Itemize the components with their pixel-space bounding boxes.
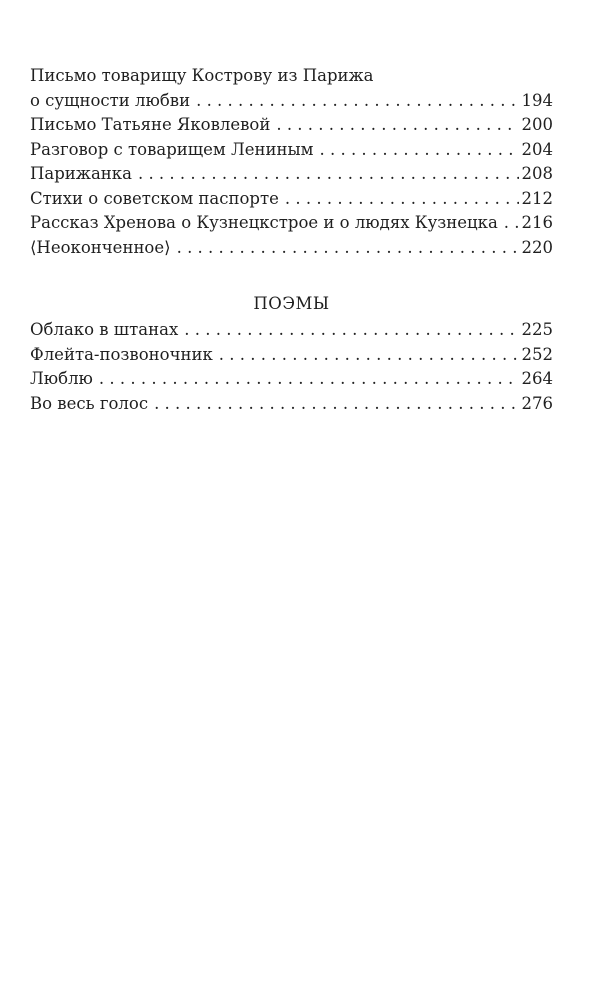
toc-title: Флейта-позвоночник — [30, 344, 213, 364]
toc-title: ⟨Неоконченное⟩ — [30, 237, 171, 257]
section-heading: ПОЭМЫ — [253, 294, 330, 313]
toc-page-number: 264 — [521, 369, 553, 388]
toc-title: Письмо товарищу Кострову из Парижа — [30, 66, 374, 85]
toc-entry-oblako — [30, 318, 553, 343]
toc-title: Письмо Татьяне Яковлевой — [30, 115, 271, 134]
dot-leader — [99, 367, 519, 392]
toc-entry-kostrov — [30, 64, 553, 113]
toc-entry-yakovleva — [30, 113, 553, 138]
table-of-contents — [30, 64, 553, 416]
toc-page-number: 220 — [521, 237, 553, 257]
toc-page-number: 252 — [521, 344, 553, 364]
toc-entry-neokonchennoe — [30, 236, 553, 261]
toc-page-number: 276 — [521, 393, 553, 413]
toc-entry-lyublyu — [30, 367, 553, 392]
toc-title: Разговор с товарищем Лениным — [30, 139, 314, 159]
dot-leader — [285, 187, 519, 212]
dot-leader — [219, 343, 519, 368]
toc-page-number: 208 — [521, 164, 553, 183]
dot-leader — [504, 211, 519, 236]
toc-line — [30, 89, 553, 114]
toc-title: Облако в штанах — [30, 320, 179, 339]
toc-entry-vo-ves-golos — [30, 392, 553, 417]
toc-title: Рассказ Хренова о Кузнецкстрое и о людях Кузнецка — [30, 213, 498, 232]
toc-entry-parizhanka — [30, 162, 553, 187]
toc-page-number: 194 — [521, 90, 553, 110]
dot-leader — [196, 89, 518, 114]
toc-page-number: 204 — [521, 139, 553, 159]
dot-leader — [319, 138, 518, 163]
toc-page-number: 212 — [521, 188, 553, 208]
toc-title-first-line — [30, 64, 553, 89]
toc-page-number: 216 — [521, 213, 553, 232]
toc-entry-lenin — [30, 138, 553, 163]
toc-page-number: 225 — [521, 320, 553, 339]
toc-title: Стихи о советском паспорте — [30, 188, 279, 208]
dot-leader — [154, 392, 518, 417]
dot-leader — [276, 113, 518, 138]
dot-leader — [184, 318, 518, 343]
toc-entry-passport — [30, 187, 553, 212]
dot-leader — [138, 162, 519, 187]
dot-leader — [177, 236, 519, 261]
toc-title: Во весь голос — [30, 393, 149, 413]
toc-title: Люблю — [30, 369, 93, 388]
toc-entry-fleyta — [30, 343, 553, 368]
toc-page-number: 200 — [521, 115, 553, 134]
toc-title: о сущности любви — [30, 90, 191, 110]
toc-entry-khrenov — [30, 211, 553, 236]
toc-title: Парижанка — [30, 164, 132, 183]
